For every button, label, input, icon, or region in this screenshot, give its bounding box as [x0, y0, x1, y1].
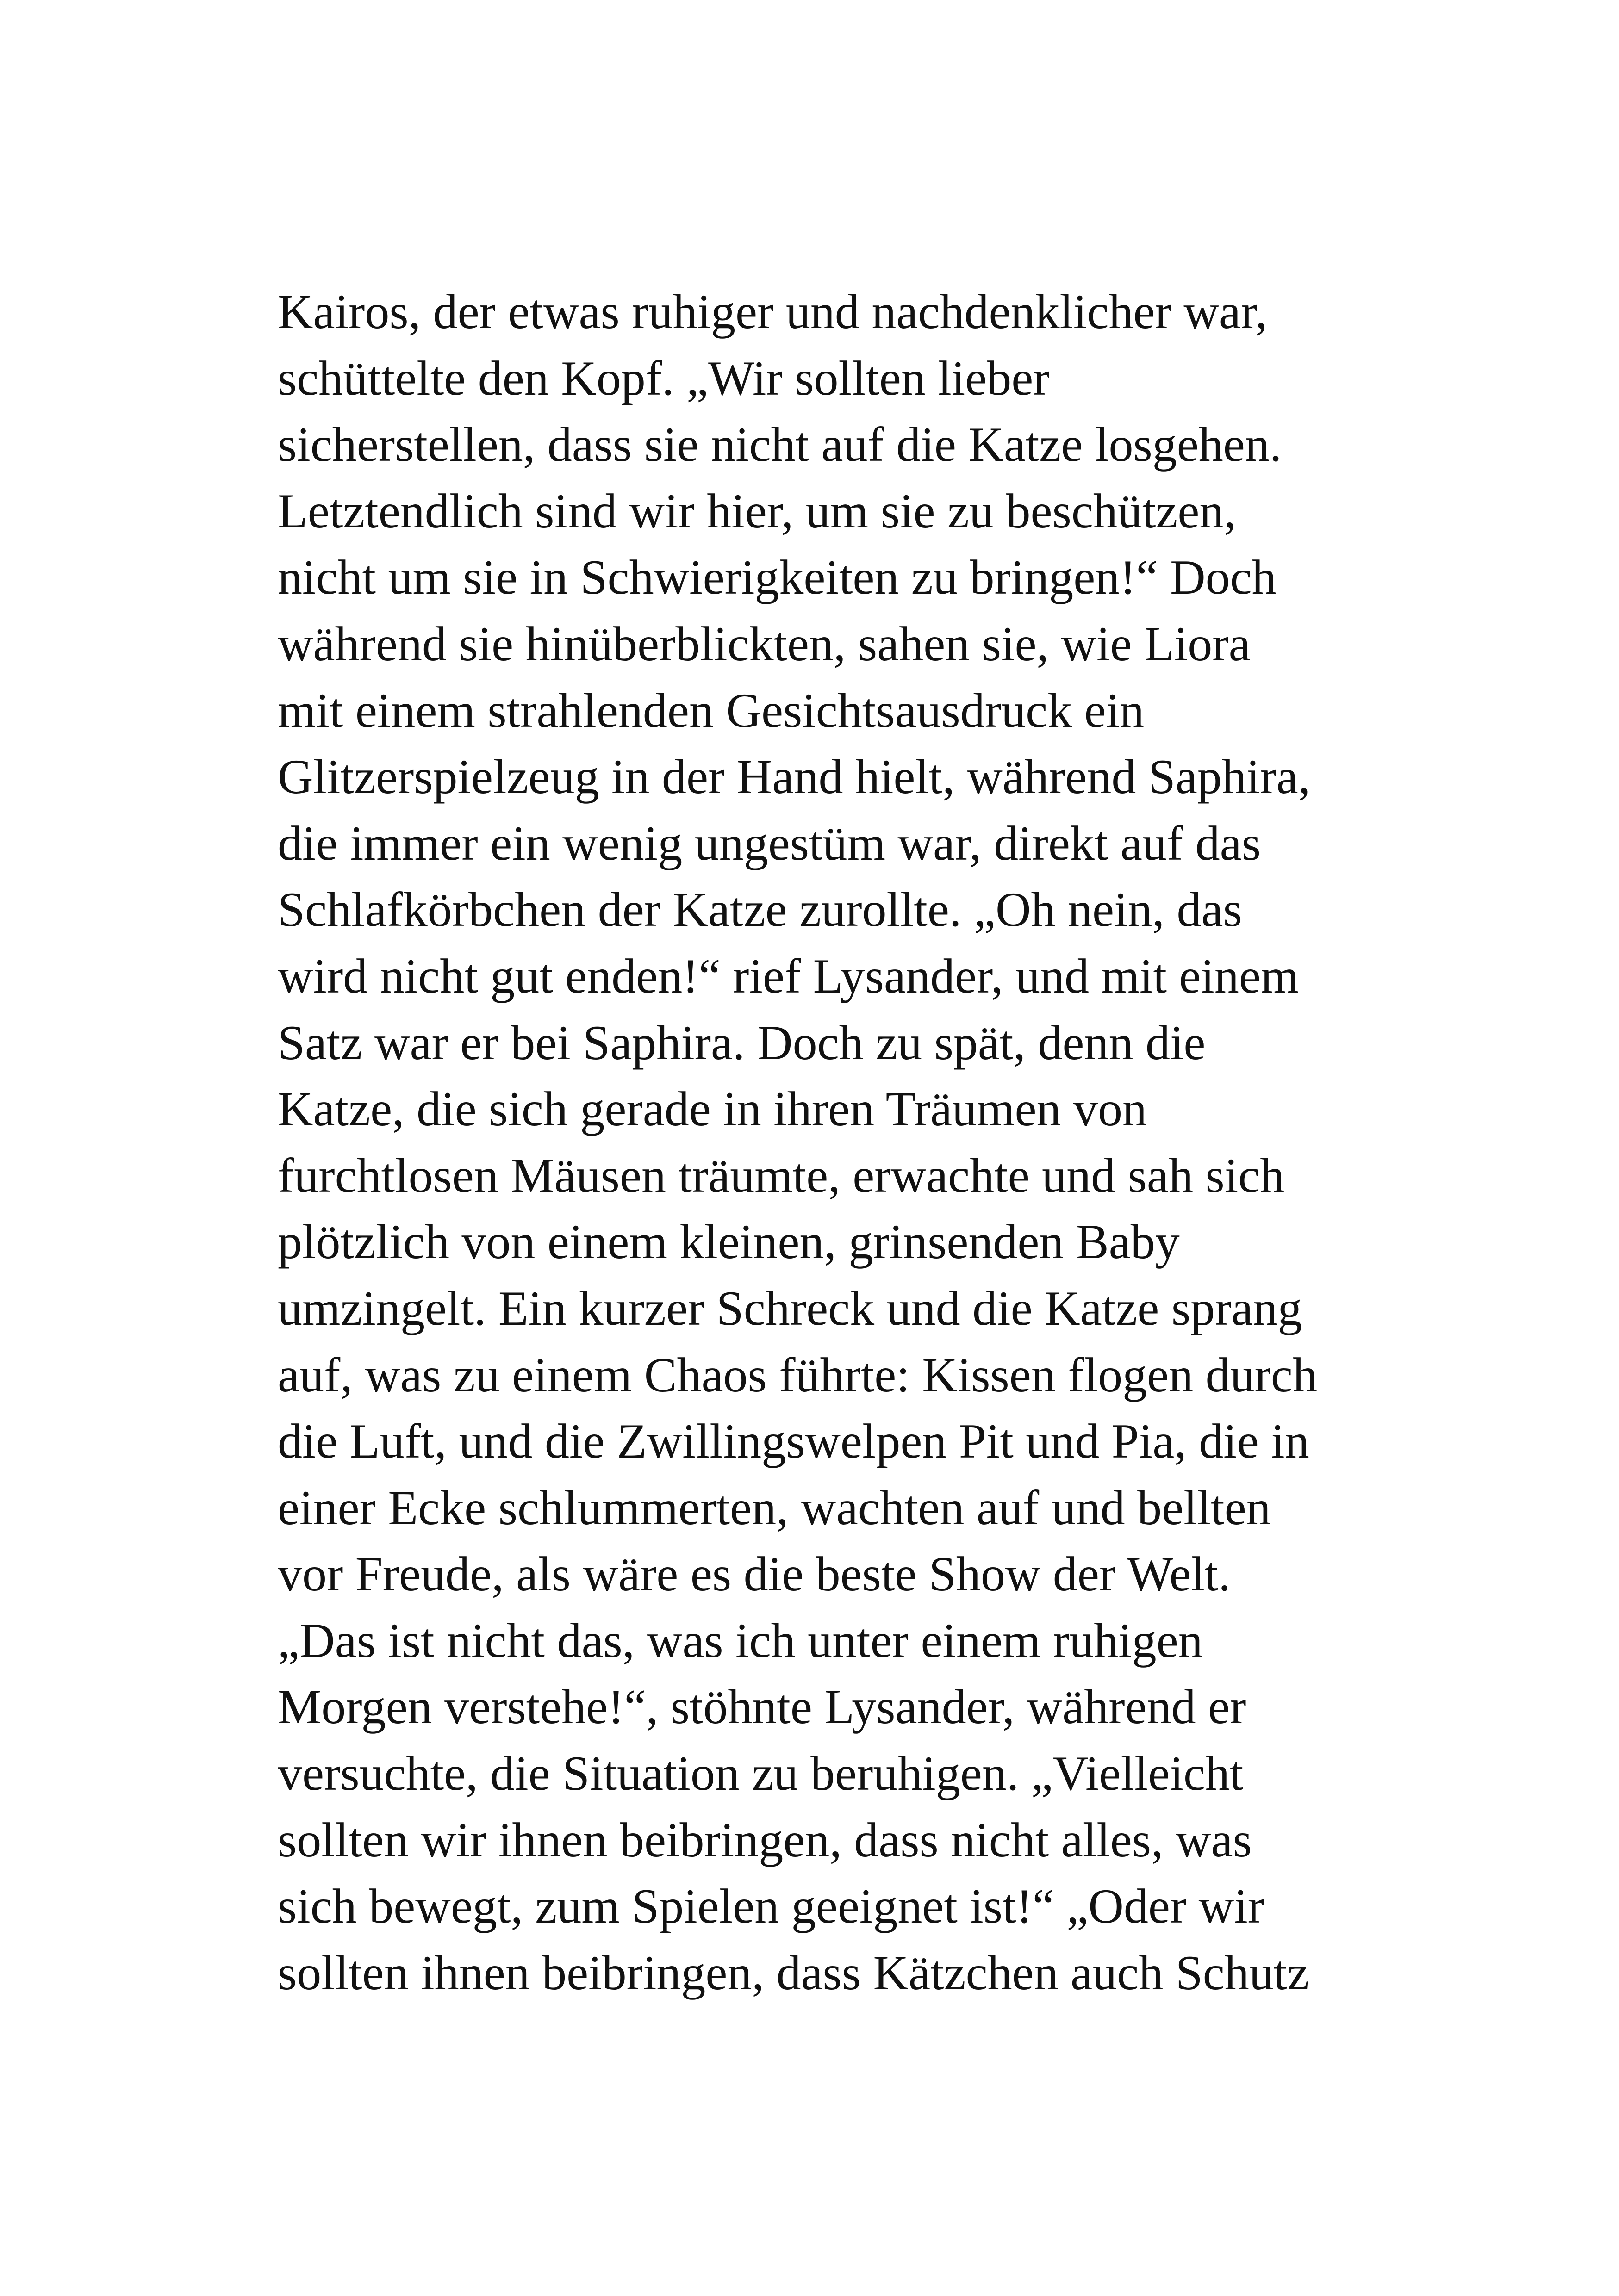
text-line-1: Kairos, der etwas ruhiger und nachdenklicher war,: [278, 285, 1268, 339]
text-line-14: furchtlosen Mäusen träumte, erwachte und sah sich: [278, 1148, 1285, 1203]
text-line-16: umzingelt. Ein kurzer Schreck und die Katze sprang: [278, 1281, 1302, 1335]
text-line-5: nicht um sie in Schwierigkeiten zu bringen!“ Doch: [278, 550, 1277, 605]
text-line-24: sollten wir ihnen beibringen, dass nicht alles, was: [278, 1812, 1252, 1867]
text-line-18: die Luft, und die Zwillingswelpen Pit und Pia, die in: [278, 1414, 1309, 1469]
text-line-13: Katze, die sich gerade in ihren Träumen von: [278, 1082, 1147, 1136]
text-line-26: sollten ihnen beibringen, dass Kätzchen auch Schutz: [278, 1945, 1309, 2000]
text-line-11: wird nicht gut enden!“ rief Lysander, und mit einem: [278, 949, 1299, 1003]
text-line-25: sich bewegt, zum Spielen geeignet ist!“ „Oder wir: [278, 1879, 1264, 1934]
text-line-15: plötzlich von einem kleinen, grinsenden Baby: [278, 1215, 1180, 1269]
text-line-4: Letztendlich sind wir hier, um sie zu beschützen,: [278, 484, 1236, 538]
text-line-9: die immer ein wenig ungestüm war, direkt auf das: [278, 816, 1261, 870]
text-line-17: auf, was zu einem Chaos führte: Kissen flogen durch: [278, 1347, 1317, 1402]
text-line-8: Glitzerspielzeug in der Hand hielt, während Saphira,: [278, 750, 1311, 804]
text-line-6: während sie hinüberblickten, sahen sie, wie Liora: [278, 616, 1251, 671]
text-line-7: mit einem strahlenden Gesichtsausdruck ein: [278, 683, 1145, 738]
text-line-2: schüttelte den Kopf. „Wir sollten lieber: [278, 351, 1050, 405]
body-text: [278, 279, 1435, 2006]
text-line-21: „Das ist nicht das, was ich unter einem ruhigen: [278, 1613, 1203, 1668]
text-line-23: versuchte, die Situation zu beruhigen. „Vielleicht: [278, 1746, 1244, 1801]
text-line-10: Schlafkörbchen der Katze zurollte. „Oh nein, das: [278, 882, 1242, 937]
text-line-20: vor Freude, als wäre es die beste Show der Welt.: [278, 1547, 1231, 1601]
text-line-12: Satz war er bei Saphira. Doch zu spät, denn die: [278, 1015, 1206, 1070]
text-line-22: Morgen verstehe!“, stöhnte Lysander, während er: [278, 1680, 1246, 1734]
text-line-19: einer Ecke schlummerten, wachten auf und bellten: [278, 1480, 1271, 1535]
text-line-3: sicherstellen, dass sie nicht auf die Katze losgehen.: [278, 417, 1282, 472]
